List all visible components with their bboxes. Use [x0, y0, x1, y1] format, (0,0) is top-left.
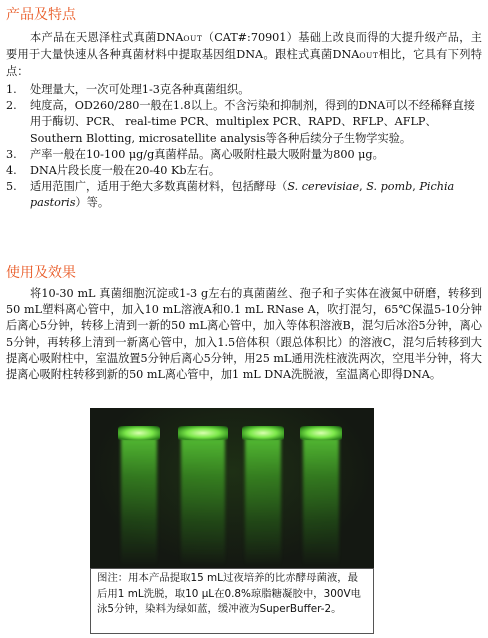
dna-band [178, 426, 228, 440]
usage-section-title: 使用及效果 [6, 265, 76, 281]
feature-text: DNA片段长度一般在20-40 Kb左右。 [30, 164, 221, 178]
feature-number: 5. [6, 180, 17, 194]
gel-electrophoresis-image [90, 408, 374, 568]
usage-body-text: 将10-30 mL 真菌细胞沉淀或1-3 g左右的真菌菌丝、孢子和子实体在液氮中研磨，转移到50 mL塑料离心管中，加入10 mL溶液A和0.1 mL RNase A，吹打混匀，65℃保温5-10分钟后离心5分钟，转移上清到一新的50 mL离心管中，加入等体积溶液B，混匀后冰浴5分钟，离心5分钟，再转移上清到一新离心管中，加入1.5倍体积（跟总体积比）的溶液C，混匀后转移到大提离心吸附柱中，室温放置5分钟后离心5分钟，用25 mL通用洗柱液洗两次，空甩半分钟，将大提离心吸附柱转移到新的50 mL离心管中，加1 mL DNA洗脱液，室温离心即得DNA。 [6, 287, 482, 382]
dna-smear [121, 438, 157, 566]
gel-lane [300, 426, 342, 568]
figure-caption [90, 568, 374, 634]
gel-lane [178, 426, 228, 568]
dna-band [242, 426, 284, 440]
figure-caption-text: 图注：用本产品提取15 mL过夜培养的比赤酵母菌液，最后用1 mL洗脱，取10 μL在0.8%琼脂糖凝胶中，300V电泳5分钟，染料为绿如蓝，缓冲液为SuperBuffer-2。 [97, 572, 361, 616]
features-intro [6, 30, 482, 81]
features-intro-text: 本产品在天恩泽柱式真菌DNAOUT（CAT#:70901）基础上改良而得的大提升级产品，主要用于大量快速从各种真菌材料中提取基因组DNA。跟柱式真菌DNAOUT相比，它具有下列特点： [6, 31, 482, 79]
dna-band [118, 426, 160, 440]
feature-number: 2. [6, 99, 17, 113]
dna-smear [181, 438, 225, 566]
usage-body [6, 286, 482, 383]
feature-item [6, 82, 482, 98]
feature-item [6, 179, 482, 211]
feature-item [6, 147, 482, 163]
feature-text: 纯度高，OD260/280一般在1.8以上。不含污染和抑制剂，得到的DNA可以不经稀释直接用于酶切、PCR、 real-time PCR、multiplex PCR、RAPD、RFLP、AFLP、Southern Blotting, microsatellite analysis等各种后续分子生物学实验。 [30, 99, 475, 145]
feature-number: 4. [6, 164, 17, 178]
dna-band [300, 426, 342, 440]
gel-lane [242, 426, 284, 568]
feature-number: 1. [6, 83, 17, 96]
feature-item [6, 163, 482, 179]
dna-smear [245, 438, 281, 566]
features-section-title: 产品及特点 [6, 7, 76, 23]
gel-lane [118, 426, 160, 568]
feature-text: 适用范围广，适用于绝大多数真菌材料，包括酵母（S. cerevisiae, S. pomb, Pichia pastoris）等。 [30, 180, 455, 210]
feature-item [6, 98, 482, 147]
features-list [6, 82, 482, 212]
dna-smear [303, 438, 339, 566]
feature-number: 3. [6, 147, 17, 161]
feature-text: 产率一般在10-100 μg/g真菌样品。离心吸附柱最大吸附量为800 μg。 [30, 147, 384, 161]
feature-text: 处理量大，一次可处理1-3克各种真菌组织。 [30, 83, 250, 96]
